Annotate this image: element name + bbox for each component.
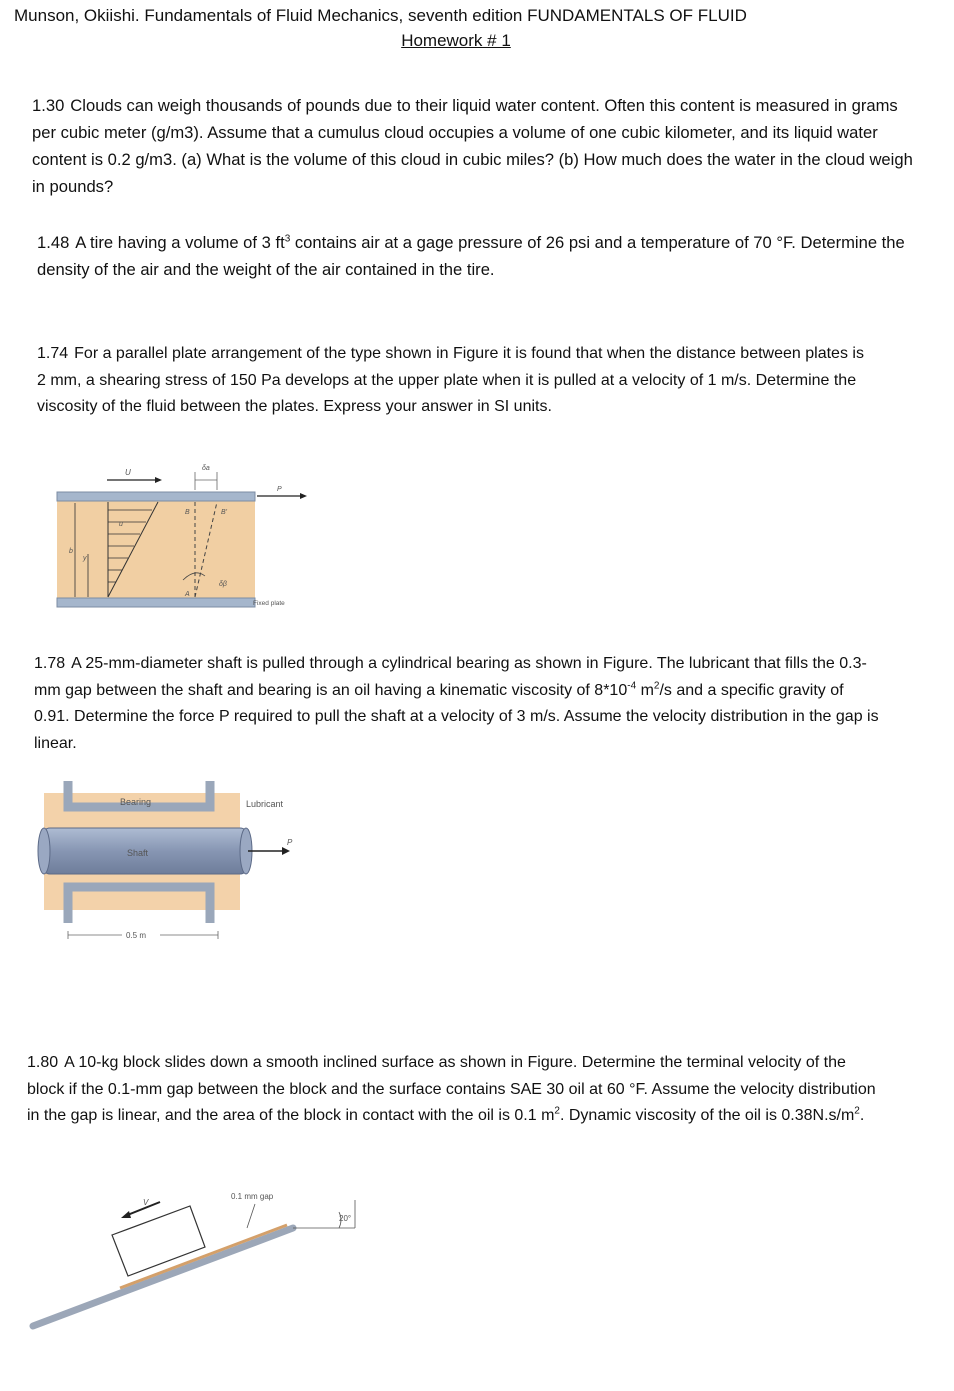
label-bprime: B' xyxy=(221,509,228,516)
problem-text-cont: contains air at a gage pressure of 26 psi and a temperature of 70 °F. Determine the density of the air and the weight of the air contained in the tire. xyxy=(37,233,905,279)
label-dx: δa xyxy=(202,465,210,472)
superscript: 2 xyxy=(653,680,660,692)
problem-number: 1.78 xyxy=(34,655,66,672)
label-gap: 0.1 mm gap xyxy=(231,1192,274,1201)
label-fixed-plate: Fixed plate xyxy=(253,600,285,607)
superscript: 3 xyxy=(284,233,291,245)
problem-text: Clouds can weigh thousands of pounds due to their liquid water content. Often this content is measured in grams per cubic meter (g/m3). Assume that a cumulus cloud occupies a volume of one cubic kilometer, and its liquid water content is 0.2 g/m3. (a) What is the volume of this cloud in cubic miles? (b) How much does the water in the cloud weigh in pounds? xyxy=(32,96,913,196)
shaft-bearing-figure xyxy=(32,775,312,945)
problem-number: 1.48 xyxy=(37,233,70,252)
problem-text: A 10-kg block slides down a smooth inclined surface as shown in Figure. Determine the terminal velocity of the block if the 0.1-mm gap between the block and the surface contains SAE 30 oil at 60 °F. Assume the velocity distribution in the gap is linear, and the area of the block in contact with the oil is 0.1 m xyxy=(27,1054,876,1124)
label-v: V xyxy=(143,1198,149,1207)
problem-number: 1.74 xyxy=(37,345,69,362)
problem-text: A 25-mm-diameter shaft is pulled through a cylindrical bearing as shown in Figure. The lubricant that fills the 0.3-mm gap between the shaft and bearing is an oil having a kinematic viscosity of 8*10 xyxy=(34,655,867,699)
superscript: -4 xyxy=(627,680,637,692)
label-p: P xyxy=(287,838,293,847)
label-shaft: Shaft xyxy=(127,848,149,858)
label-angle: 20° xyxy=(339,1214,352,1223)
label-y: y xyxy=(83,555,87,562)
problem-text-cont: . Dynamic viscosity of the oil is 0.38N.s/m xyxy=(559,1107,855,1124)
label-lubricant: Lubricant xyxy=(246,799,284,809)
document-title: Munson, Okiishi. Fundamentals of Fluid Mechanics, seventh edition FUNDAMENTALS OF FLUID xyxy=(14,6,747,25)
label-bearing: Bearing xyxy=(120,797,152,807)
fixed-plate xyxy=(57,598,255,607)
label-a: A xyxy=(185,591,190,598)
problem-text: A tire having a volume of 3 ft xyxy=(75,233,285,252)
label-length: 0.5 m xyxy=(126,931,147,940)
superscript: 2 xyxy=(854,1105,860,1117)
homework-heading: Homework # 1 xyxy=(401,31,511,50)
label-u: U xyxy=(125,468,131,477)
label-b: B xyxy=(185,509,190,516)
problem-1-78 xyxy=(34,651,879,757)
problem-1-80 xyxy=(27,1050,877,1130)
label-u-small: u xyxy=(119,521,123,528)
label-h: b xyxy=(69,548,73,555)
label-p: P xyxy=(277,486,282,493)
problem-text: For a parallel plate arrangement of the type shown in Figure it is found that when the distance between plates is 2 mm, a shearing stress of 150 Pa develops at the upper plate when it is pulled at a velocity of 1 m/s. Determine the viscosity of the fluid between the plates. Express your answer in SI units. xyxy=(37,345,864,415)
upper-plate xyxy=(57,492,255,501)
problem-text-cont: m xyxy=(636,681,654,699)
parallel-plate-figure xyxy=(45,458,320,618)
label-dbeta: δβ xyxy=(219,581,227,588)
problem-number: 1.30 xyxy=(32,96,65,115)
problem-number: 1.80 xyxy=(27,1054,59,1071)
problem-text-cont: . xyxy=(859,1107,865,1124)
superscript: 2 xyxy=(554,1105,560,1117)
problem-1-74 xyxy=(37,341,867,421)
problem-1-48 xyxy=(37,229,927,283)
problem-text-cont: /s and a specific gravity of 0.91. Determine the force P required to pull the shaft at a velocity of 3 m/s. Assume the velocity distribution in the gap is linear. xyxy=(34,681,879,752)
problem-1-30 xyxy=(32,92,922,200)
inclined-block-figure xyxy=(25,1180,370,1340)
